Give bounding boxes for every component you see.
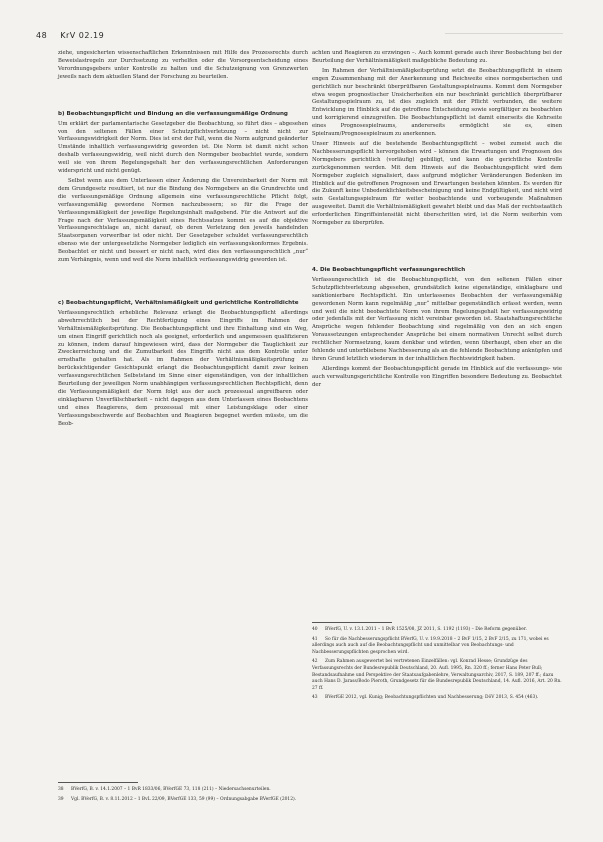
footnote: 42 Zum Rahmen ausgewertet bei vertretenen Einzelfällen: vgl. Konrad Hesse; Grundzüge des Verfassungsrechts der Bundesrepublik Deutschland, 20. Aufl. 1995, Rn. 320 ff.; ferner Hans Peter Bull; Bestandsaufnahme und Perspektive der Staatsaufgabenlehre, Verwaltungsarchiv, 2017, S. 189, 207 ff.; dazu auch Hans D. Jarass/Bodo Pieroth, Grundgesetz für die Bundesrepublik Deutschland, 14. Aufl. 2016, Art. 20 Rn. 27 ff.	[312, 659, 562, 691]
section-heading: c) Beobachtungspflicht, Verhältnismäßigkeit und gerichtliche Kontrolldichte	[58, 299, 299, 306]
paragraph: achten und Reagieren zu erzwingen –. Auch kommt gerade auch ihrer Beobachtung bei der Beurteilung der Verhältnismäßigkeit maßgebliche Bedeutung zu.	[312, 50, 562, 64]
header-rule	[445, 28, 563, 38]
footnote: 39 Vgl. BVerfG, B. v. 8.11.2012 – 1 BvL 22/09, BVerfGE 133, 59 (99) – Ordnungsabgabe BVerfGE (2012).	[58, 796, 297, 802]
right-column	[312, 50, 562, 392]
paragraph: Im Rahmen der Verhältnismäßigkeitsprüfung setzt die Beobachtungspflicht in einem engen Zusammenhang mit der Anerkennung und Reichweite eines normgeberischen und gerichtlich nur beschränkt überprüfbaren Gestaltungsspielraums. Kommt dem Normgeber etwa wegen prognostischer Unsicherheiten ein nur beschränkt gerichtlich überprüfbarer Gestaltungsspielraum zu, ist dies zugleich mit der Pflicht verbunden, die weitere Entwicklung im Hinblick auf die getroffene Entscheidung sowie sorgfältiger zu beobachten und korrigierend einzugreifen. Die Beobachtungspflicht ist damit einerseits die Kehrseite eines Prognosespielraums, andererseits ermöglicht sie es, einen Spielraum/Prognosespielraum zu anerkennen.	[312, 67, 562, 138]
footnote: 43 BVerfGE 2012, vgl. Kunig; Beobachtungspflichten und Nachbesserung; DöV 2013, S. 454 (463).	[312, 695, 539, 701]
page-number: 48	[36, 31, 48, 40]
paragraph: Selbst wenn aus dem Unterlassen einer Änderung die Unvereinbarkeit der Norm mit dem Grundgesetz resultiert, ist nur die Bindung des Normgebers an die Grundrechte und die verfassungsmäßige Ordnung allgemein eine verfassungsrechtliche Pflicht folgt, verfassungsmäßig gewordene Normen nachzubessern; so für die Frage der Verfassungsmäßigkeit der jeweilige Regelungsinhalt maßgebend. Für die Antwort auf die Frage nach der Verfassungsmäßigkeit eines Rechtssatzes kommt es auf die objektive Verfassungsrechtslage an, nicht darauf, ob deren Verletzung den jeweils handelnden Staatsorganen vorwerfbar ist oder nicht. Der Gesetzgeber schuldet verfassungsrechtlich ebenso wie der untergesetzliche Normgeber lediglich ein verfassungskonformes Ergebnis. Beobachtet er nicht und bessert er nicht nach, wird dies den verfassungsrechtlich „nur“ zum Verhängnis, wenn und weil die Norm inhaltlich verfassungswidrig geworden ist.	[58, 177, 308, 264]
section-heading: b) Beobachtungspflicht und Bindung an die verfassungsmäßige Ordnung	[58, 110, 288, 117]
footnote: 38 BVerfG, B. v. 14.1.2007 – 1 BvR 1833/06, BVerfGE 73, 118 (211) – Niedersachsenurteilen.	[58, 787, 271, 792]
section-heading: 4. Die Beobachtungspflicht verfassungsrechtlich	[312, 266, 466, 273]
footnote: 40 BVerfG, U. v. 13.1.2011 – 1 BvR 1525/08, JZ 2011, S. 1192 (1193) – Die Reform gegenüber.	[312, 627, 527, 632]
left-footnotes	[58, 778, 308, 806]
paragraph: ziehe, ungesicherten wissenschaftlichen Erkenntnissen mit Hilfe des Prozessrechts durch Beweislastregeln zur Durchsetzung zu verhelfen oder die Vorsorgeentscheidung eines Verordnungsgebers unter Kontrolle zu halten und die Schutzeignung von Grenzwerten jeweils nach dem aktuellen Stand der Forschung zu beurteilen.	[58, 50, 308, 80]
left-column	[58, 50, 308, 431]
paragraph: Verfassungsrechtlich ist die Beobachtungspflicht, von den seltenen Fällen einer Schutzpflichtverletzung abgesehen, grundsätzlich keine eigenständige, einklagbare und sanktionierbare Rechtspflicht. Ein unterlassenes Beobachten der verfassungsmäßig gewordenen Norm kann regelmäßig „nur“ mittelbar gegenständlich erfasst werden, wenn und weil die nicht beobachtete Norm von ihrem Regelungsgehalt her verfassungswidrig oder jedenfalls mit der Verfassung nicht vereinbar geworden ist. Staatshaftungsrechtliche Ansprüche wegen fehlender Beobachtung sind regelmäßig von den an sich engen Voraussetzungen entsprechender Ansprüche bei einem normativen Unrecht selbst durch rechtlicher Normsetzung, kaum denkbar und würden, wenn überhaupt, eben eher an die fehlende und unterbliebene Nachbesserung als an die fehlende Beobachtung anknüpfen und ihren Grund letztlich wiederum in der inhaltlichen Rechtswidrigkeit haben.	[312, 276, 562, 362]
footnote-rule	[312, 622, 392, 623]
footnote-rule	[58, 782, 138, 783]
paragraph: Verfassungsrechtlich erhebliche Relevanz erlangt die Beobachtungspflicht allerdings abwehrrechtlich bei der Rechtfertigung eines Eingriffs im Rahmen der Verhältnismäßigkeitsprüfung. Die Beobachtungspflicht und ihre Einhaltung sind ein Weg, um einen Eingriff gerichtlich noch als geeignet, erforderlich und angemessen qualifizieren zu können, indem darauf hingewiesen wird, dass der Normgeber die Tauglichkeit zur Zweckerreichung und die Zumutbarkeit des Eingriffs nicht aus dem Kontrolle unter ernsthafte gehalten hat. Als im Rahmen der Verhältnismäßigkeitsprüfung zu berücksichtigender Gesichtspunkt erlangt die Beobachtungspflicht damit zwar keinen verfassungsrechtlichen Selbststand im Sinne einer eigenständigen, von der inhaltlichen Beurteilung der jeweiligen Norm unabhängigen verfassungsrechtlichen Rechtspflicht, denn die Verfassungsmäßigkeit der Norm folgt aus der auch prozessual angreifbaren oder einklagbaren Unverfälschbarkeit – nicht dagegen aus dem Unterlassen eines Beobachtens und eines Reagierens, dem prozessual mit einer Leistungsklage oder einer Verfassungsbeschwerde auf Beobachten und Reagieren begegnet werden müsste, um die Beob-	[58, 309, 308, 427]
footnote: 41 So für die Nachbesserungspflicht BVerfG, U. v. 19.9.2018 – 2 BvF 1/15, 2 BvF 2/15, zu 171, wobei es allerdings auch auch auf die Beobachtungspflicht und unmittelbar von Beobachtungs- und Nachbesserungspflichten gesprochen wird.	[312, 636, 549, 655]
paragraph: Allerdings kommt der Beobachtungspflicht gerade im Hinblick auf die verfassungs- wie auch verwaltungsgerichtliche Kontrolle von Eingriffen besondere Bedeutung zu. Beobachtet der	[312, 365, 562, 388]
paragraph: Um erklärt der parlamentarische Gesetzgeber die Beobachtung, so führt dies – abgesehen von den seltenen Fällen einer Schutzpflichtverletzung – nicht nicht zur Verfassungswidrigkeit der Norm. Dies ist erst der Fall, wenn die Norm aufgrund geänderter Umstände inhaltlich verfassungswidrig geworden ist. Die Norm ist damit nicht schon deshalb verfassungswidrig, weil nicht durch den Normgeber beobachtet wurde, sondern weil sie von ihrem Regelungsgehalt her den verfassungsrechtlichen Anforderungen widerspricht und nicht genügt.	[58, 120, 308, 175]
right-footnotes	[312, 618, 562, 705]
paragraph: Unser Hinweis auf die bestehende Beobachtungspflicht – wobei zumeist auch die Nachbesserungspflicht hervorgehoben wird – können die Erwartungen und Prognosen des Normgebers gerichtlich (vorläufig) gebilligt, und kann die gerichtliche Kontrolle zurückgenommen werden. Mit dem Hinweis auf die Beobachtungspflicht wird dem Normgeber zugleich signalisiert, dass aufgrund möglicher Veränderungen Bedenken im Hinblick auf die getroffenen Prognosen und Erwartungen bestehen könnten. Es werden für die Zukunft keine Unbedenklichkeitsbescheinigung und keine Endgültigkeit, und nicht wird sein Gestaltungsspielraum für weiter beobachtende und vorbeugende Maßnahmen ausgeweitet. Damit die Verhältnismäßigkeit gewahrt bleibt und das Maß der rechtsstaatlich erforderlichen Eingriffsintensität nicht überschritten wird, ist die Norm weiterhin vom Normgeber zu überprüfen.	[312, 140, 562, 227]
journal-title: KrV 02.19	[60, 31, 105, 40]
